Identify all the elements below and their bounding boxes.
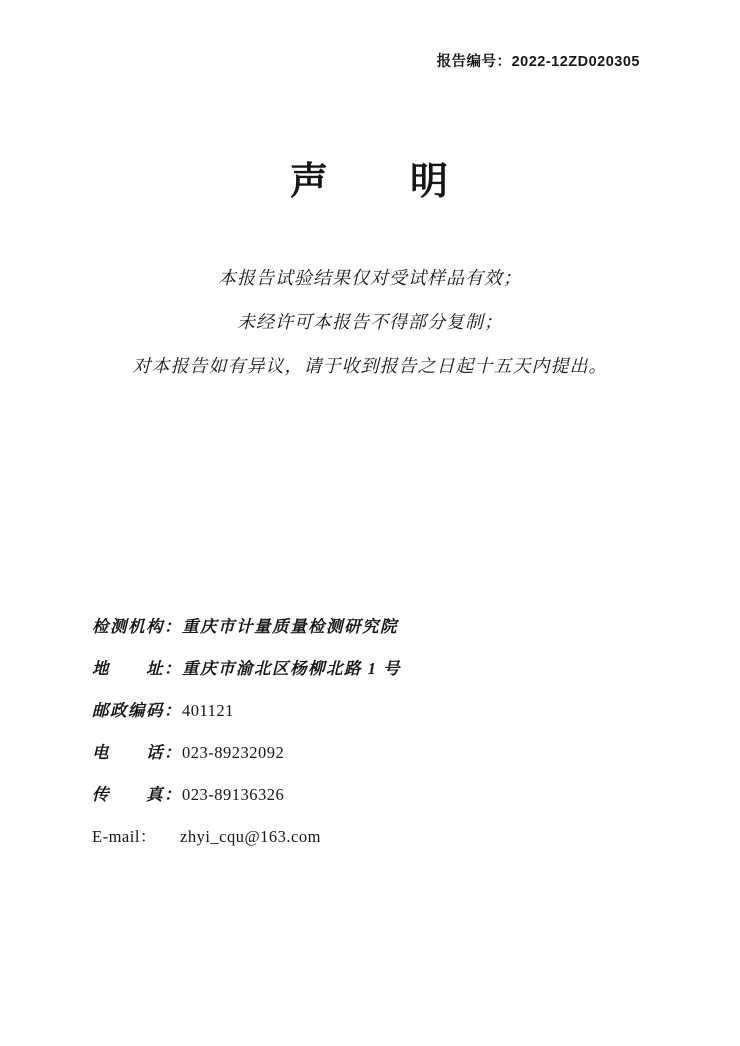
testing-agency-value: 重庆市计量质量检测研究院 bbox=[182, 617, 398, 636]
postcode-value: 401121 bbox=[182, 701, 234, 720]
address-value: 重庆市渝北区杨柳北路 1 号 bbox=[182, 659, 401, 678]
fax-label: 传 真： bbox=[92, 785, 182, 804]
statement-line: 未经许可本报告不得部分复制； bbox=[237, 312, 503, 332]
phone-value: 023-89232092 bbox=[182, 743, 285, 762]
statement-line: 对本报告如有异议，请于收到报告之日起十五天内提出。 bbox=[132, 356, 608, 376]
report-number-line bbox=[437, 50, 640, 71]
contact-row-address bbox=[92, 659, 401, 679]
address-label: 地 址： bbox=[92, 659, 182, 678]
phone-label: 电 话： bbox=[92, 743, 182, 762]
contact-row-fax bbox=[92, 785, 401, 805]
statement-line: 本报告试验结果仅对受试样品有效； bbox=[218, 268, 522, 288]
contact-row-email bbox=[92, 827, 401, 847]
email-value: zhyi_cqu@163.com bbox=[180, 827, 321, 846]
page-title: 声 明 bbox=[289, 161, 450, 203]
contact-row-testing-agency bbox=[92, 617, 401, 637]
contact-block bbox=[92, 617, 401, 869]
postcode-label: 邮政编码： bbox=[92, 701, 182, 720]
contact-row-phone bbox=[92, 743, 401, 763]
testing-agency-label: 检测机构： bbox=[92, 617, 182, 636]
report-number-label: 报告编号： bbox=[436, 54, 512, 70]
statements-block bbox=[0, 266, 740, 398]
report-number-value: 2022-12ZD020305 bbox=[511, 54, 640, 70]
contact-row-postcode bbox=[92, 701, 401, 721]
email-label: E-mail： bbox=[92, 827, 157, 846]
fax-value: 023-89136326 bbox=[182, 785, 285, 804]
